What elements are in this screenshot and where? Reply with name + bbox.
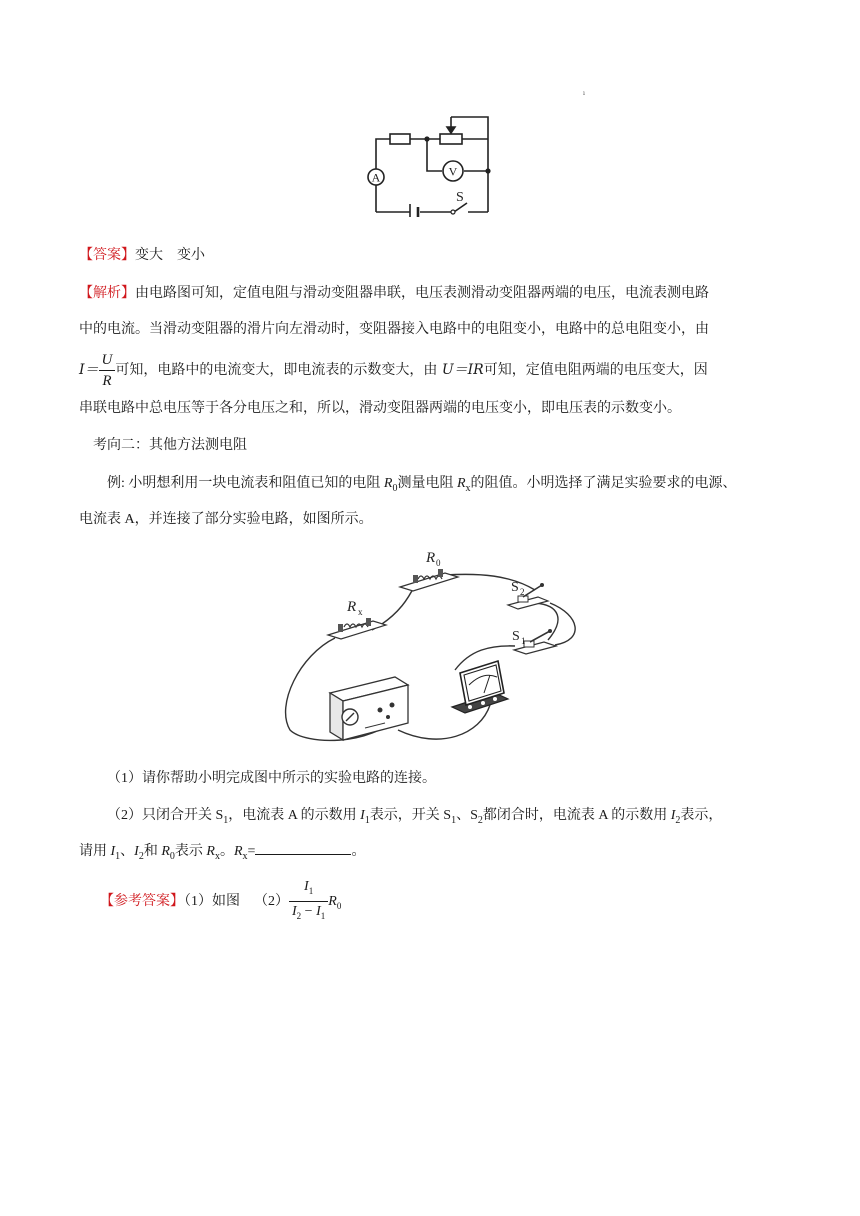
analysis-line-2: 中的电流。当滑动变阻器的滑片向左滑动时，变阻器接入电路中的电阻变小，电路中的总电阻变小，由 xyxy=(79,321,709,337)
question-2-line-2: 请用 $I_1$、$I_2$和 $R_0$表示 $R_x$。$R_x=$ 。 xyxy=(79,840,365,868)
ammeter-device xyxy=(452,661,508,713)
formula-u-ir: U＝IR xyxy=(441,362,484,378)
question-1: （1）请你帮助小明完成图中所示的实验电路的连接。 xyxy=(107,771,436,786)
answer-line xyxy=(79,244,205,266)
page-mark: ı xyxy=(583,90,585,97)
svg-text:R: R xyxy=(347,599,357,615)
question-2-line-1: （2）只闭合开关 $S_1$，电流表 A 的示数用 $I_1$表示，开关 $S_1$、$S_2$都闭合时，电流表 A 的示数用 $I_2$表示， xyxy=(107,808,723,826)
formula-i-eq: I＝ xyxy=(79,362,99,378)
reference-answer: 【参考答案】（1）如图 （2） $\frac{I_1}{I_2 - I_1}$ $R_0$ xyxy=(100,876,341,932)
switch-label: S xyxy=(456,190,464,205)
experiment-figure xyxy=(280,545,590,750)
ref-answer-tag: 【参考答案】 xyxy=(100,894,184,909)
example-line-2: 电流表 A，并连接了部分实验电路，如图所示。 xyxy=(79,512,373,527)
analysis-text-3b: 可知，定值电阻两端的电压变大，因 xyxy=(483,362,708,378)
svg-text:0: 0 xyxy=(436,558,441,568)
analysis-line-3 xyxy=(79,344,708,396)
analysis-text-1: 由电路图可知，定值电阻与滑动变阻器串联，电压表测滑动变阻器两端的电压，电流表测电路 xyxy=(135,285,709,301)
resistor-rx-board xyxy=(328,599,386,639)
fraction-i1-over-i2-minus-i1: $\frac{I_1}{I_2 - I_1}$ xyxy=(289,877,328,926)
svg-text:A: A xyxy=(371,170,381,185)
svg-text:R: R xyxy=(426,550,436,566)
ammeter-symbol xyxy=(368,169,384,185)
analysis-line-1 xyxy=(79,282,709,304)
svg-text:x: x xyxy=(358,607,363,617)
wire-meter-to-power xyxy=(398,705,490,739)
resistor-r0-board xyxy=(400,550,458,591)
power-supply xyxy=(330,677,408,740)
analysis-tag: 【解析】 xyxy=(79,285,135,301)
voltmeter-symbol xyxy=(443,161,463,181)
svg-text:S: S xyxy=(512,629,520,644)
answer-blank[interactable] xyxy=(255,840,351,855)
analysis-text-3a: 可知，电路中的电流变大，即电流表的示数变大，由 xyxy=(115,362,442,378)
answer-text: 变大 变小 xyxy=(135,247,205,263)
answer-tag: 【答案】 xyxy=(79,247,135,263)
rheostat xyxy=(440,134,462,144)
fraction-u-over-r: $\frac{U}{R}$ xyxy=(99,350,116,391)
switch-s1 xyxy=(512,629,556,654)
svg-text:V: V xyxy=(448,164,458,179)
circuit-diagram-1 xyxy=(360,105,500,217)
section-title: 考向二：其他方法测电阻 xyxy=(93,437,247,453)
fixed-resistor xyxy=(390,134,410,144)
wire-s2-to-s1 xyxy=(535,603,558,640)
svg-text:1: 1 xyxy=(521,636,526,646)
example-line-1: 例: 小明想利用一块电流表和阻值已知的电阻 $R_0$测量电阻 $R_x$的阻值。小明选择了满足实验要求的电源、 xyxy=(107,476,737,494)
svg-text:2: 2 xyxy=(520,587,525,597)
analysis-line-4: 串联电路中总电压等于各分电压之和，所以，滑动变阻器两端的电压变小，即电压表的示数变小。 xyxy=(79,400,681,416)
svg-text:S: S xyxy=(511,580,519,595)
